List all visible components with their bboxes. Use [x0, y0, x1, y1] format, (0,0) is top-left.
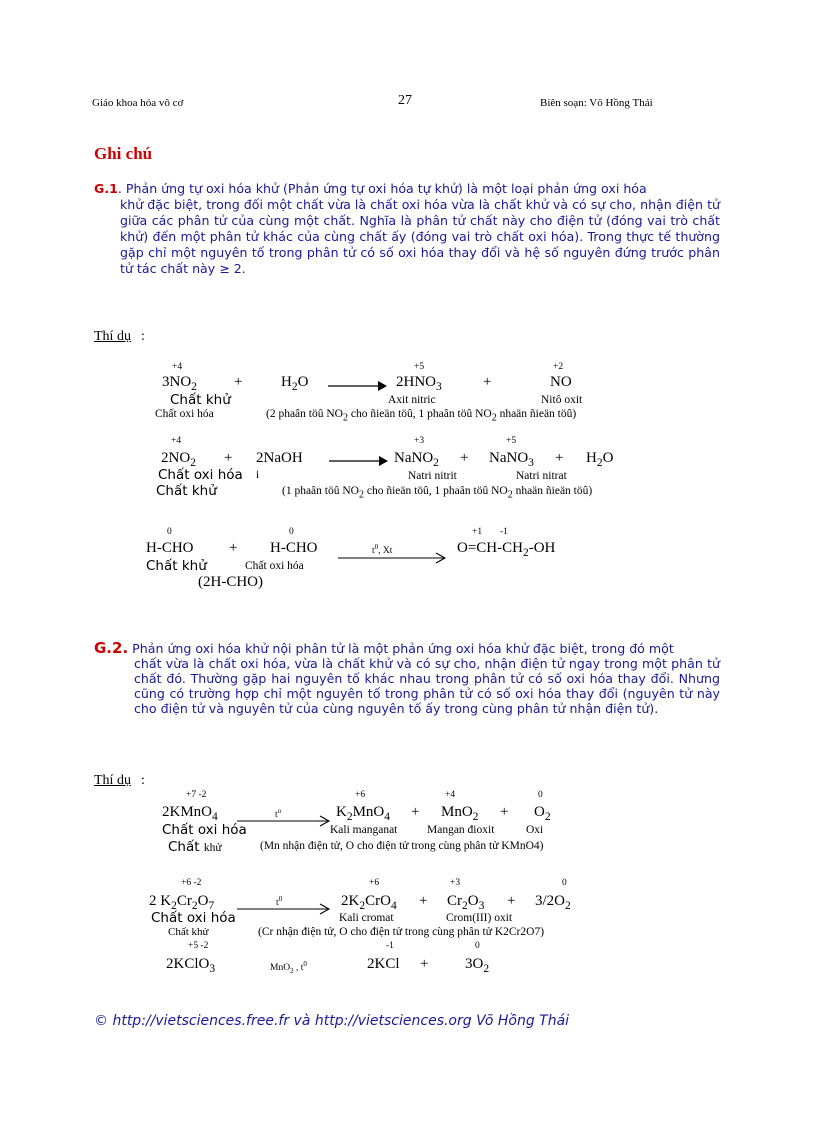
r4-condition: $t^o$ [275, 807, 282, 821]
r6-product-2: $3O_2$ [465, 956, 490, 975]
r6-condition: MnO$_2$ , $t^0$ [270, 960, 307, 976]
r1-plus-2: + [483, 374, 492, 390]
r2-note: (1 phaân töû $NO_2$ cho ñieän töû, 1 phaân töû $NO_2$ nhaän ñieän töû) [282, 485, 593, 501]
r5-name-2: Crom(III) oxit [446, 912, 513, 924]
r2-plus-3: + [555, 450, 564, 466]
r5-reactant: 2 $K_2Cr_2O_7$ [149, 893, 215, 912]
r4-product-3: $O_2$ [534, 804, 551, 823]
r2-name-1: Natri nitrit [408, 470, 457, 482]
r2-plus-1: + [224, 450, 233, 466]
r1-name-2: Nitô oxit [541, 394, 583, 406]
r6-product-1: 2KCl [367, 956, 400, 972]
r3-reactant-2: H-CHO [270, 540, 318, 556]
r4-name-1: Kali manganat [330, 824, 398, 836]
r4-ox4: 0 [538, 790, 543, 800]
example-label-1: Thí dụ [94, 329, 131, 344]
r2-arrow [329, 455, 389, 467]
r5-role-2: Chất khử [168, 926, 209, 938]
r5-ox3: +3 [450, 878, 461, 888]
r2-name-2: Natri nitrat [516, 470, 567, 482]
r5-role-1: Chất oxi hóa [151, 910, 236, 926]
r2-plus-2: + [460, 450, 469, 466]
g2-label: G.2. [94, 639, 129, 657]
r3-product: $O=CH-CH_2-OH$ [457, 540, 556, 559]
r4-arrow [237, 815, 332, 827]
r2-ox2: +3 [414, 436, 425, 446]
r4-ox3: +4 [445, 790, 456, 800]
example-colon-2: : [141, 773, 145, 788]
r1-product-2: NO [550, 374, 572, 390]
r1-ox1: +4 [172, 362, 183, 372]
r4-product-2: MnO$_2$ [441, 804, 479, 823]
r5-product-2: $Cr_2O_3$ [447, 893, 485, 912]
r2-product-2: NaNO$_3$ [489, 450, 534, 469]
r2-role-1b: i [256, 469, 260, 481]
r6-ox3: 0 [475, 941, 480, 951]
r1-note: (2 phaân töû $NO_2$ cho ñieän töû, 1 phaân töû $NO_2$ nhaän ñieän töû) [266, 408, 577, 424]
r3-reactant-1: H-CHO [146, 540, 194, 556]
r5-note: (Cr nhận điện tử, O cho điện tử trong cùng phân tử K2Cr2O7) [258, 926, 545, 938]
r5-plus-1: + [419, 893, 428, 909]
r4-note: (Mn nhận điện tử, O cho điện tử trong cùng phân tử KMnO4) [260, 840, 544, 852]
r1-ox3: +2 [553, 362, 564, 372]
header-left: Giáo khoa hóa vô cơ [92, 97, 184, 109]
r3-ox1: 0 [167, 527, 172, 537]
g2-paragraph [94, 641, 720, 716]
r5-condition: $t^0$ [276, 895, 283, 909]
r5-ox4: 0 [562, 878, 567, 888]
r3-group: (2H-CHO) [198, 574, 263, 590]
r1-role-1: Chất khử [170, 392, 231, 408]
r2-product-1: NaNO$_2$ [394, 450, 439, 469]
r4-role-2: Chất khử [168, 839, 222, 855]
r5-product-1: $2K_2CrO_4$ [341, 893, 397, 912]
r1-reactant-2: $H_2O$ [281, 374, 309, 393]
r1-name-1: Axit nitric [388, 394, 436, 406]
r3-role-1: Chất khử [146, 558, 207, 574]
r3-ox3: +1 [472, 527, 483, 537]
g1-label: G.1 [94, 181, 118, 196]
r2-reactant-1: $2NO_2$ [161, 450, 196, 469]
header-right: Biên soạn: Võ Hồng Thái [540, 97, 653, 109]
r5-name-1: Kali cromat [339, 912, 394, 924]
r4-role-1: Chất oxi hóa [162, 822, 247, 838]
footer-text: © http://vietsciences.free.fr và http://vietsciences.org Võ Hồng Thái [94, 1013, 570, 1029]
r3-plus: + [229, 540, 238, 556]
r3-arrow [338, 552, 448, 564]
r3-ox2: 0 [289, 527, 294, 537]
r2-reactant-2: 2NaOH [256, 450, 303, 466]
r5-ox2: +6 [369, 878, 380, 888]
r2-ox1: +4 [171, 436, 182, 446]
r6-ox1: +5 -2 [188, 941, 209, 951]
g1-rest: khử đặc biệt, trong đối một chất vừa là chất oxi hóa vừa là chất khử và có sự cho, nhận điện tử giữa các phân tử của cùng một chất. Nghĩa là phân tử chất này cho điện tử (đóng vai trò chất khử) đến một phân tử khác của cùng chất ấy (đóng vai trò chất oxi hóa). Trong thực tế thường gặp chỉ một nguyên tố trong phân tử có số oxi hóa thay đổi và hệ số nguyên đứng trước phân tử tác chất này ≥ 2. [120, 197, 720, 276]
r4-plus-1: + [411, 804, 420, 820]
r1-plus-1: + [234, 374, 243, 390]
r4-reactant: 2KMnO$_4$ [162, 804, 218, 823]
r4-ox1: +7 -2 [186, 790, 207, 800]
g2-rest: chất vừa là chất oxi hóa, vừa là chất khử và có sự cho, nhận điện tử ngay trong một phân tử chất đó. Thường gặp hai nguyên tố khác nhau trong phân tử có số oxi hóa thay đổi. Nhưng cũng có trường hợp chỉ một nguyên tố trong phân tử có số oxi hóa thay đổi (nguyên tử này cho điện tử và nguyên tử của cùng nguyên tố ấy trong cùng phân tử nhận điện tử). [134, 656, 720, 716]
section-title: Ghi chú [94, 144, 153, 163]
g1-first-line: . Phản ứng tự oxi hóa khử (Phản ứng tự oxi hóa tự khử) là một loại phản ứng oxi hóa [117, 181, 647, 196]
r3-ox4: -1 [500, 527, 508, 537]
r1-reactant-1: $3NO_2$ [162, 374, 197, 393]
r5-ox1: +6 -2 [181, 878, 202, 888]
g1-paragraph [94, 181, 720, 277]
g2-first-line: Phản ứng oxi hóa khử nội phân tử là một phản ứng oxi hóa khử đặc biệt, trong đó một [128, 641, 674, 656]
page-number: 27 [398, 93, 412, 108]
example-colon-1: : [141, 329, 145, 344]
r4-product-1: $K_2MnO_4$ [336, 804, 391, 823]
r4-ox2: +6 [355, 790, 366, 800]
r5-product-3: $3/2O_2$ [535, 893, 571, 912]
r2-ox3: +5 [506, 436, 517, 446]
r3-condition: $t^0$, Xt [372, 543, 393, 557]
r1-arrow [328, 380, 388, 392]
r2-role-1: Chất oxi hóa [158, 467, 243, 483]
r2-product-3: $H_2O$ [586, 450, 614, 469]
r5-plus-2: + [507, 893, 516, 909]
r2-role-2: Chất khử [156, 483, 217, 499]
r6-plus: + [420, 956, 429, 972]
r4-name-2: Mangan đioxit [427, 824, 495, 836]
r4-name-3: Oxi [526, 824, 544, 836]
r3-role-2: Chất oxi hóa [245, 560, 304, 572]
r5-arrow [237, 903, 332, 915]
r6-ox2: -1 [386, 941, 394, 951]
r1-ox2: +5 [414, 362, 425, 372]
r1-product-1: $2HNO_3$ [396, 374, 442, 393]
r4-plus-2: + [500, 804, 509, 820]
r6-reactant: 2KClO$_3$ [166, 956, 216, 975]
example-label-2: Thí dụ [94, 773, 131, 788]
r1-role-2: Chất oxi hóa [155, 408, 214, 420]
